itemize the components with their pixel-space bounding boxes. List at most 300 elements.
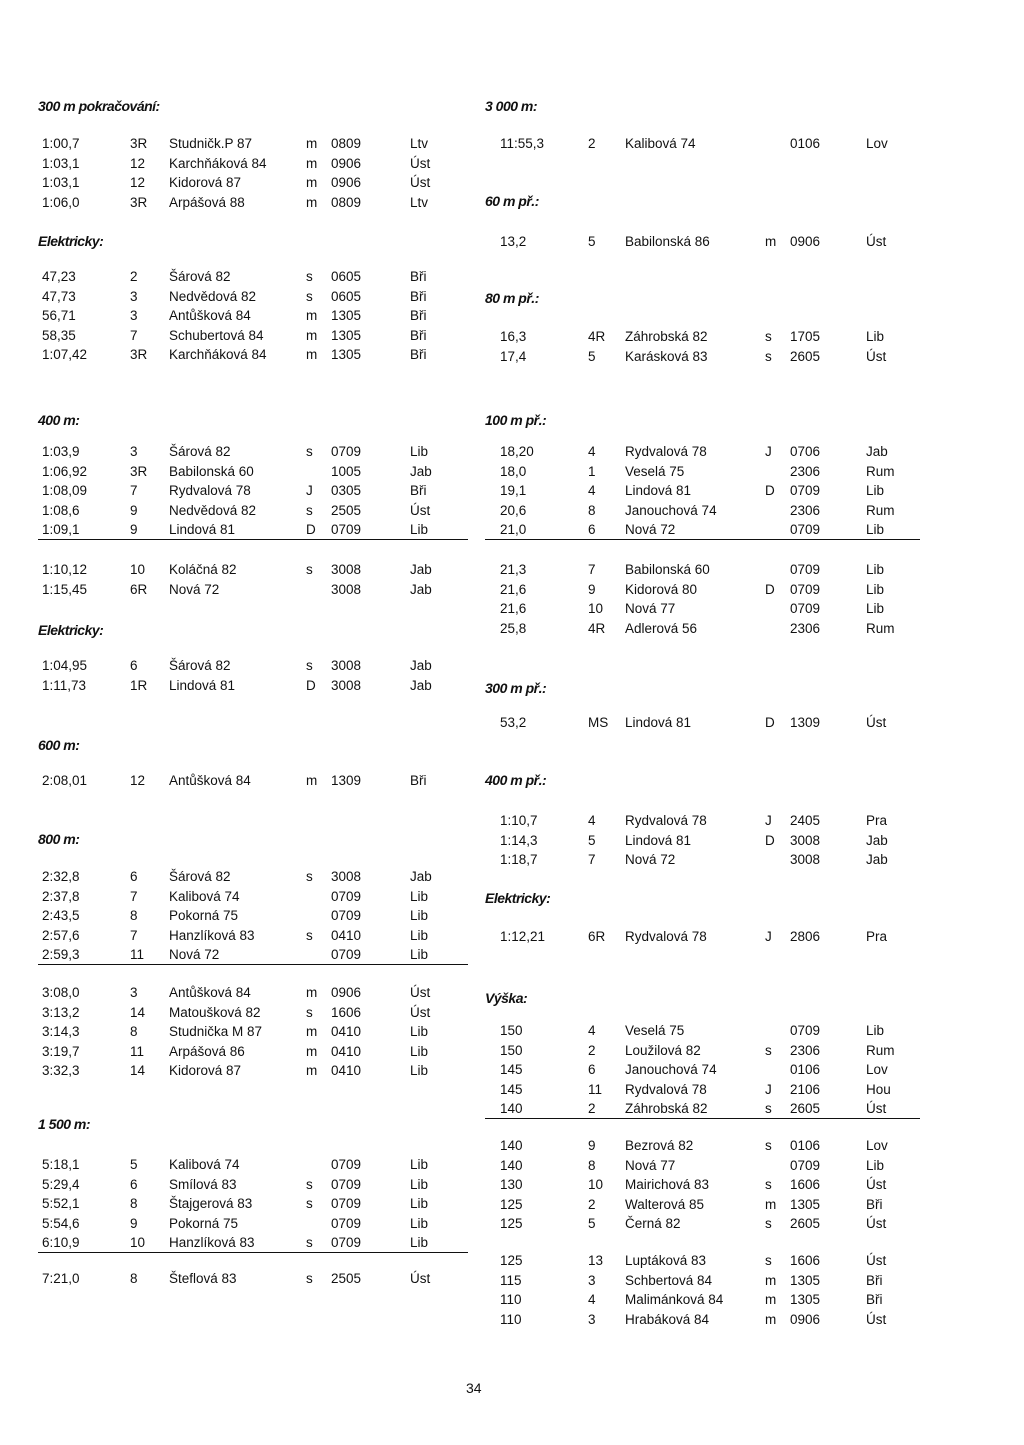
cell-athlete: Smílová 83 xyxy=(169,1176,237,1192)
cell-date: 3008 xyxy=(331,581,362,597)
cell-venue: Úst xyxy=(410,1271,431,1286)
result-row xyxy=(485,328,920,346)
cell-result: 16,3 xyxy=(500,329,527,344)
result-row xyxy=(38,307,468,325)
result-row xyxy=(485,1215,920,1233)
cell-athlete: Babilonská 60 xyxy=(169,463,254,479)
cell-result: 1:08,09 xyxy=(42,483,88,498)
cell-venue: Úst xyxy=(410,175,431,190)
cell-venue: Bři xyxy=(410,347,427,362)
cell-result: 140 xyxy=(500,1138,523,1153)
cell-result: 1:10,12 xyxy=(42,562,88,577)
cell-venue: Ltv xyxy=(410,194,429,210)
cell-result: 2:59,3 xyxy=(42,947,80,962)
cell-venue: Úst xyxy=(410,985,431,1000)
cell-athlete: Rydvalová 78 xyxy=(625,1081,707,1097)
cell-date: 2306 xyxy=(790,463,821,479)
cell-category: s xyxy=(765,1101,772,1116)
cell-athlete: Babilonská 86 xyxy=(625,234,710,249)
cell-athlete: Rydvalová 78 xyxy=(625,929,707,944)
cell-venue: Rum xyxy=(866,620,895,636)
section-heading: 300 m př.: xyxy=(485,680,547,696)
section-heading: 80 m př.: xyxy=(485,290,539,306)
cell-venue: Lib xyxy=(866,581,885,597)
cell-category: J xyxy=(765,1081,772,1097)
cell-venue: Bři xyxy=(410,269,427,284)
result-row xyxy=(485,1137,920,1155)
cell-athlete: Adlerová 56 xyxy=(625,620,698,636)
result-row xyxy=(38,772,468,790)
result-row xyxy=(485,348,920,366)
cell-date: 0906 xyxy=(331,155,362,171)
cell-result: 2:43,5 xyxy=(42,908,80,923)
cell-venue: Jab xyxy=(410,562,432,577)
cell-date: 0709 xyxy=(790,522,821,537)
cell-category: s xyxy=(765,1216,772,1231)
cell-athlete: Luptáková 83 xyxy=(625,1253,707,1268)
cell-date: 0906 xyxy=(790,234,821,249)
cell-category: D xyxy=(765,483,775,498)
result-row xyxy=(485,521,920,539)
cell-date: 3008 xyxy=(331,562,362,577)
cell-athlete: Lindová 81 xyxy=(169,677,236,693)
cell-date: 2605 xyxy=(790,1216,821,1231)
result-row xyxy=(485,482,920,500)
cell-place: 5 xyxy=(588,348,596,364)
cell-date: 3008 xyxy=(331,869,362,884)
cell-athlete: Rydvalová 78 xyxy=(625,813,707,828)
cell-result: 1:18,7 xyxy=(500,852,538,867)
cell-result: 2:32,8 xyxy=(42,869,80,884)
cell-category: m xyxy=(765,1196,777,1212)
cell-date: 0410 xyxy=(331,1024,362,1039)
cell-result: 1:15,45 xyxy=(42,581,88,597)
cell-date: 2605 xyxy=(790,348,821,364)
cell-venue: Lib xyxy=(410,947,429,962)
cell-result: 145 xyxy=(500,1062,523,1077)
cell-category: m xyxy=(306,1043,318,1059)
result-row xyxy=(485,1311,920,1329)
cell-category: m xyxy=(765,234,777,249)
cell-place: 8 xyxy=(130,1024,138,1039)
cell-venue: Jab xyxy=(410,581,432,597)
cell-result: 11:55,3 xyxy=(500,136,545,151)
cell-venue: Bři xyxy=(866,1272,883,1288)
cell-place: 7 xyxy=(130,327,138,343)
result-row xyxy=(485,1157,920,1175)
cell-athlete: Veselá 75 xyxy=(625,463,685,479)
result-row xyxy=(38,1062,468,1080)
cell-place: 3R xyxy=(130,136,148,151)
cell-venue: Lib xyxy=(410,522,429,537)
cell-result: 110 xyxy=(500,1311,522,1327)
cell-result: 47,23 xyxy=(42,269,76,284)
cell-place: 5 xyxy=(588,832,596,848)
cell-place: 1 xyxy=(588,463,596,479)
cell-place: 6 xyxy=(588,1062,596,1077)
cell-venue: Bři xyxy=(410,288,427,304)
cell-category: s xyxy=(306,562,313,577)
cell-athlete: Kidorová 80 xyxy=(625,581,698,597)
cell-venue: Jab xyxy=(410,658,432,673)
cell-date: 0709 xyxy=(331,444,362,459)
cell-athlete: Walterová 85 xyxy=(625,1196,705,1212)
cell-place: 9 xyxy=(588,1138,596,1153)
cell-date: 0106 xyxy=(790,1138,821,1153)
cell-result: 1:14,3 xyxy=(500,832,538,848)
cell-venue: Rum xyxy=(866,463,895,479)
cell-category: D xyxy=(765,832,775,848)
cell-date: 0906 xyxy=(790,1311,821,1327)
cell-venue: Úst xyxy=(866,1253,887,1268)
cell-venue: Lib xyxy=(410,1063,429,1078)
cell-place: 6 xyxy=(130,1176,138,1192)
cell-athlete: Štajgerová 83 xyxy=(169,1196,253,1211)
cell-athlete: Schbertová 84 xyxy=(625,1272,713,1288)
cell-date: 2306 xyxy=(790,502,821,518)
cell-category: J xyxy=(765,444,772,459)
result-row xyxy=(485,561,920,579)
cell-venue: Bři xyxy=(866,1292,883,1307)
underline-divider xyxy=(38,539,468,540)
cell-result: 1:03,1 xyxy=(42,175,80,190)
cell-athlete: Janouchová 74 xyxy=(625,1062,717,1077)
cell-place: 4R xyxy=(588,329,606,344)
result-row xyxy=(38,174,468,192)
cell-athlete: Hanzlíková 83 xyxy=(169,927,255,943)
result-row xyxy=(485,443,920,461)
cell-date: 1305 xyxy=(790,1196,821,1212)
cell-athlete: Bezrová 82 xyxy=(625,1138,694,1153)
result-row xyxy=(485,1196,920,1214)
result-row xyxy=(38,194,468,212)
cell-result: 21,6 xyxy=(500,601,527,616)
cell-athlete: Rydvalová 78 xyxy=(169,483,251,498)
cell-athlete: Šárová 82 xyxy=(169,269,231,284)
cell-category: m xyxy=(765,1311,777,1327)
result-row xyxy=(485,1252,920,1270)
result-row xyxy=(485,600,920,618)
cell-venue: Bři xyxy=(866,1196,883,1212)
result-row xyxy=(38,155,468,173)
cell-result: 7:21,0 xyxy=(42,1271,80,1286)
result-row xyxy=(38,946,468,964)
cell-athlete: Kalibová 74 xyxy=(625,136,696,151)
cell-place: 2 xyxy=(130,269,138,284)
cell-venue: Lib xyxy=(866,1023,885,1038)
cell-venue: Úst xyxy=(410,155,431,171)
cell-result: 56,71 xyxy=(42,308,76,323)
cell-venue: Úst xyxy=(866,234,887,249)
cell-place: 3 xyxy=(130,308,138,323)
cell-athlete: Šárová 82 xyxy=(169,658,231,673)
cell-venue: Lib xyxy=(866,1157,885,1173)
result-row xyxy=(485,463,920,481)
cell-venue: Pra xyxy=(866,813,888,828)
cell-result: 3:14,3 xyxy=(42,1024,80,1039)
cell-athlete: Nová 72 xyxy=(625,522,676,537)
cell-athlete: Antůšková 84 xyxy=(169,308,251,323)
cell-place: 11 xyxy=(588,1081,603,1097)
cell-date: 1005 xyxy=(331,463,362,479)
section-heading: 100 m př.: xyxy=(485,412,547,428)
cell-date: 0709 xyxy=(331,1196,362,1211)
result-row xyxy=(38,1270,468,1288)
cell-date: 1309 xyxy=(790,715,821,730)
cell-athlete: Studnička M 87 xyxy=(169,1024,263,1039)
underline-divider xyxy=(485,1118,920,1119)
result-row xyxy=(485,1176,920,1194)
cell-place: 4 xyxy=(588,1023,596,1038)
cell-result: 18,20 xyxy=(500,444,534,459)
cell-date: 0605 xyxy=(331,269,362,284)
cell-result: 1:06,92 xyxy=(42,463,88,479)
result-row xyxy=(38,581,468,599)
cell-place: 8 xyxy=(130,1271,138,1286)
result-row xyxy=(38,482,468,500)
cell-venue: Lib xyxy=(410,888,429,904)
cell-date: 3008 xyxy=(331,677,362,693)
cell-place: 10 xyxy=(588,601,604,616)
cell-category: D xyxy=(765,581,775,597)
cell-venue: Bři xyxy=(410,773,427,788)
cell-date: 0605 xyxy=(331,288,362,304)
cell-result: 1:03,9 xyxy=(42,444,80,459)
cell-place: 7 xyxy=(588,852,596,867)
cell-date: 1305 xyxy=(331,347,362,362)
cell-athlete: Malimánková 84 xyxy=(625,1292,724,1307)
cell-place: 9 xyxy=(130,1215,138,1231)
cell-date: 0709 xyxy=(790,601,821,616)
cell-date: 0709 xyxy=(790,1157,821,1173)
cell-result: 150 xyxy=(500,1042,523,1058)
cell-category: D xyxy=(306,522,316,537)
section-heading: 400 m: xyxy=(38,412,80,428)
cell-category: s xyxy=(306,1235,313,1250)
cell-date: 0709 xyxy=(331,1235,362,1250)
cell-place: 2 xyxy=(588,136,596,151)
cell-date: 0709 xyxy=(790,483,821,498)
result-row xyxy=(485,135,920,153)
cell-result: 125 xyxy=(500,1196,523,1212)
result-row xyxy=(38,1156,468,1174)
cell-venue: Lib xyxy=(866,522,885,537)
cell-result: 21,6 xyxy=(500,581,527,597)
cell-place: 1R xyxy=(130,677,148,693)
section-heading: Elektricky: xyxy=(38,233,104,249)
cell-category: m xyxy=(306,1063,318,1078)
cell-category: m xyxy=(306,985,318,1000)
cell-category: J xyxy=(765,813,772,828)
cell-place: 6R xyxy=(588,929,606,944)
cell-athlete: Černá 82 xyxy=(625,1216,681,1231)
result-row xyxy=(485,1042,920,1060)
cell-date: 0709 xyxy=(790,581,821,597)
cell-place: 5 xyxy=(130,1157,138,1172)
cell-date: 1305 xyxy=(331,327,362,343)
result-row xyxy=(485,851,920,869)
result-row xyxy=(38,657,468,675)
cell-athlete: Kalibová 74 xyxy=(169,1157,240,1172)
cell-athlete: Lindová 81 xyxy=(625,483,692,498)
cell-athlete: Kidorová 87 xyxy=(169,1063,242,1078)
cell-date: 2505 xyxy=(331,1271,362,1286)
result-row xyxy=(38,135,468,153)
cell-athlete: Nová 77 xyxy=(625,1157,676,1173)
cell-category: s xyxy=(306,927,313,943)
cell-athlete: Pokorná 75 xyxy=(169,1215,239,1231)
cell-athlete: Pokorná 75 xyxy=(169,908,239,923)
cell-date: 3008 xyxy=(331,658,362,673)
cell-athlete: Lindová 81 xyxy=(169,522,236,537)
cell-athlete: Šárová 82 xyxy=(169,869,231,884)
result-row xyxy=(38,1176,468,1194)
cell-date: 0106 xyxy=(790,1062,821,1077)
cell-date: 1305 xyxy=(790,1292,821,1307)
cell-date: 2505 xyxy=(331,502,362,518)
cell-place: 7 xyxy=(130,483,138,498)
cell-result: 1:11,73 xyxy=(42,677,87,693)
cell-place: 4 xyxy=(588,813,596,828)
cell-date: 0809 xyxy=(331,194,362,210)
result-row xyxy=(485,233,920,251)
cell-category: D xyxy=(765,715,775,730)
cell-place: 8 xyxy=(130,1196,138,1211)
cell-venue: Lib xyxy=(410,1043,429,1059)
result-row xyxy=(38,443,468,461)
cell-result: 145 xyxy=(500,1081,523,1097)
cell-result: 130 xyxy=(500,1177,523,1192)
cell-result: 47,73 xyxy=(42,288,76,304)
cell-date: 0906 xyxy=(331,175,362,190)
cell-date: 1305 xyxy=(331,308,362,323)
result-row xyxy=(38,1043,468,1061)
cell-result: 6:10,9 xyxy=(42,1235,80,1250)
cell-athlete: Lindová 81 xyxy=(625,715,692,730)
cell-result: 2:57,6 xyxy=(42,927,80,943)
page-number: 34 xyxy=(466,1380,482,1396)
result-row xyxy=(38,268,468,286)
cell-athlete: Záhrobská 82 xyxy=(625,329,708,344)
cell-place: 9 xyxy=(130,502,138,518)
cell-place: 5 xyxy=(588,234,596,249)
cell-athlete: Antůšková 84 xyxy=(169,985,251,1000)
cell-place: 6R xyxy=(130,581,148,597)
cell-category: m xyxy=(306,327,318,343)
cell-venue: Lib xyxy=(410,1157,429,1172)
cell-result: 1:06,0 xyxy=(42,194,80,210)
result-row xyxy=(38,502,468,520)
cell-venue: Jab xyxy=(410,869,432,884)
cell-date: 2106 xyxy=(790,1081,821,1097)
cell-athlete: Nedvědová 82 xyxy=(169,502,257,518)
result-row xyxy=(485,1272,920,1290)
cell-date: 0809 xyxy=(331,136,362,151)
cell-athlete: Schubertová 84 xyxy=(169,327,264,343)
cell-category: s xyxy=(306,658,313,673)
cell-date: 1705 xyxy=(790,329,821,344)
cell-place: 3 xyxy=(130,288,138,304)
cell-athlete: Záhrobská 82 xyxy=(625,1101,708,1116)
cell-result: 5:18,1 xyxy=(42,1157,80,1172)
cell-category: s xyxy=(765,1253,772,1268)
cell-result: 3:08,0 xyxy=(42,985,80,1000)
result-row xyxy=(38,907,468,925)
cell-place: 12 xyxy=(130,773,146,788)
underline-divider xyxy=(38,964,468,965)
cell-venue: Hou xyxy=(866,1081,891,1097)
cell-date: 0709 xyxy=(790,562,821,577)
cell-category: s xyxy=(306,288,313,304)
cell-athlete: Nová 72 xyxy=(169,947,220,962)
cell-athlete: Karásková 83 xyxy=(625,348,708,364)
cell-place: 4 xyxy=(588,483,596,498)
result-row xyxy=(38,521,468,539)
cell-place: 4 xyxy=(588,444,596,459)
cell-venue: Rum xyxy=(866,1042,895,1058)
result-row xyxy=(38,927,468,945)
cell-place: 3 xyxy=(588,1272,596,1288)
cell-date: 0410 xyxy=(331,927,362,943)
result-row xyxy=(485,1022,920,1040)
cell-category: m xyxy=(306,308,318,323)
cell-place: 3 xyxy=(588,1311,596,1327)
cell-date: 2306 xyxy=(790,620,821,636)
cell-venue: Lib xyxy=(410,1024,429,1039)
section-heading: 800 m: xyxy=(38,831,80,847)
cell-place: 6 xyxy=(130,658,138,673)
cell-venue: Úst xyxy=(410,1004,431,1020)
cell-result: 25,8 xyxy=(500,620,527,636)
cell-venue: Úst xyxy=(866,715,887,730)
cell-athlete: Koláčná 82 xyxy=(169,562,237,577)
cell-venue: Lov xyxy=(866,136,888,151)
cell-venue: Úst xyxy=(866,1101,887,1116)
section-heading: Elektricky: xyxy=(485,890,551,906)
cell-athlete: Arpášová 86 xyxy=(169,1043,245,1059)
cell-category: s xyxy=(765,329,772,344)
cell-athlete: Nedvědová 82 xyxy=(169,288,257,304)
cell-venue: Lov xyxy=(866,1138,888,1153)
cell-venue: Lib xyxy=(410,1215,429,1231)
cell-venue: Lov xyxy=(866,1062,888,1077)
result-row xyxy=(485,928,920,946)
cell-place: 12 xyxy=(130,155,146,171)
cell-date: 2306 xyxy=(790,1042,821,1058)
underline-divider xyxy=(38,1252,468,1253)
cell-athlete: Karchňáková 84 xyxy=(169,155,267,171)
cell-result: 19,1 xyxy=(500,483,527,498)
underline-divider xyxy=(485,539,920,540)
result-row xyxy=(485,1100,920,1118)
cell-result: 1:10,7 xyxy=(500,813,538,828)
result-row xyxy=(485,620,920,638)
cell-venue: Bři xyxy=(410,483,427,498)
cell-result: 17,4 xyxy=(500,348,527,364)
cell-venue: Lib xyxy=(410,1235,429,1250)
cell-venue: Lib xyxy=(410,1196,429,1211)
cell-venue: Lib xyxy=(410,927,429,943)
cell-athlete: Šteflová 83 xyxy=(169,1271,237,1286)
cell-athlete: Nová 72 xyxy=(169,581,220,597)
section-heading: 1 500 m: xyxy=(38,1116,91,1132)
result-row xyxy=(485,714,920,732)
cell-place: 13 xyxy=(588,1253,604,1268)
cell-date: 0906 xyxy=(331,985,362,1000)
cell-venue: Lib xyxy=(866,562,885,577)
cell-athlete: Arpášová 88 xyxy=(169,194,245,210)
cell-date: 0410 xyxy=(331,1043,362,1059)
